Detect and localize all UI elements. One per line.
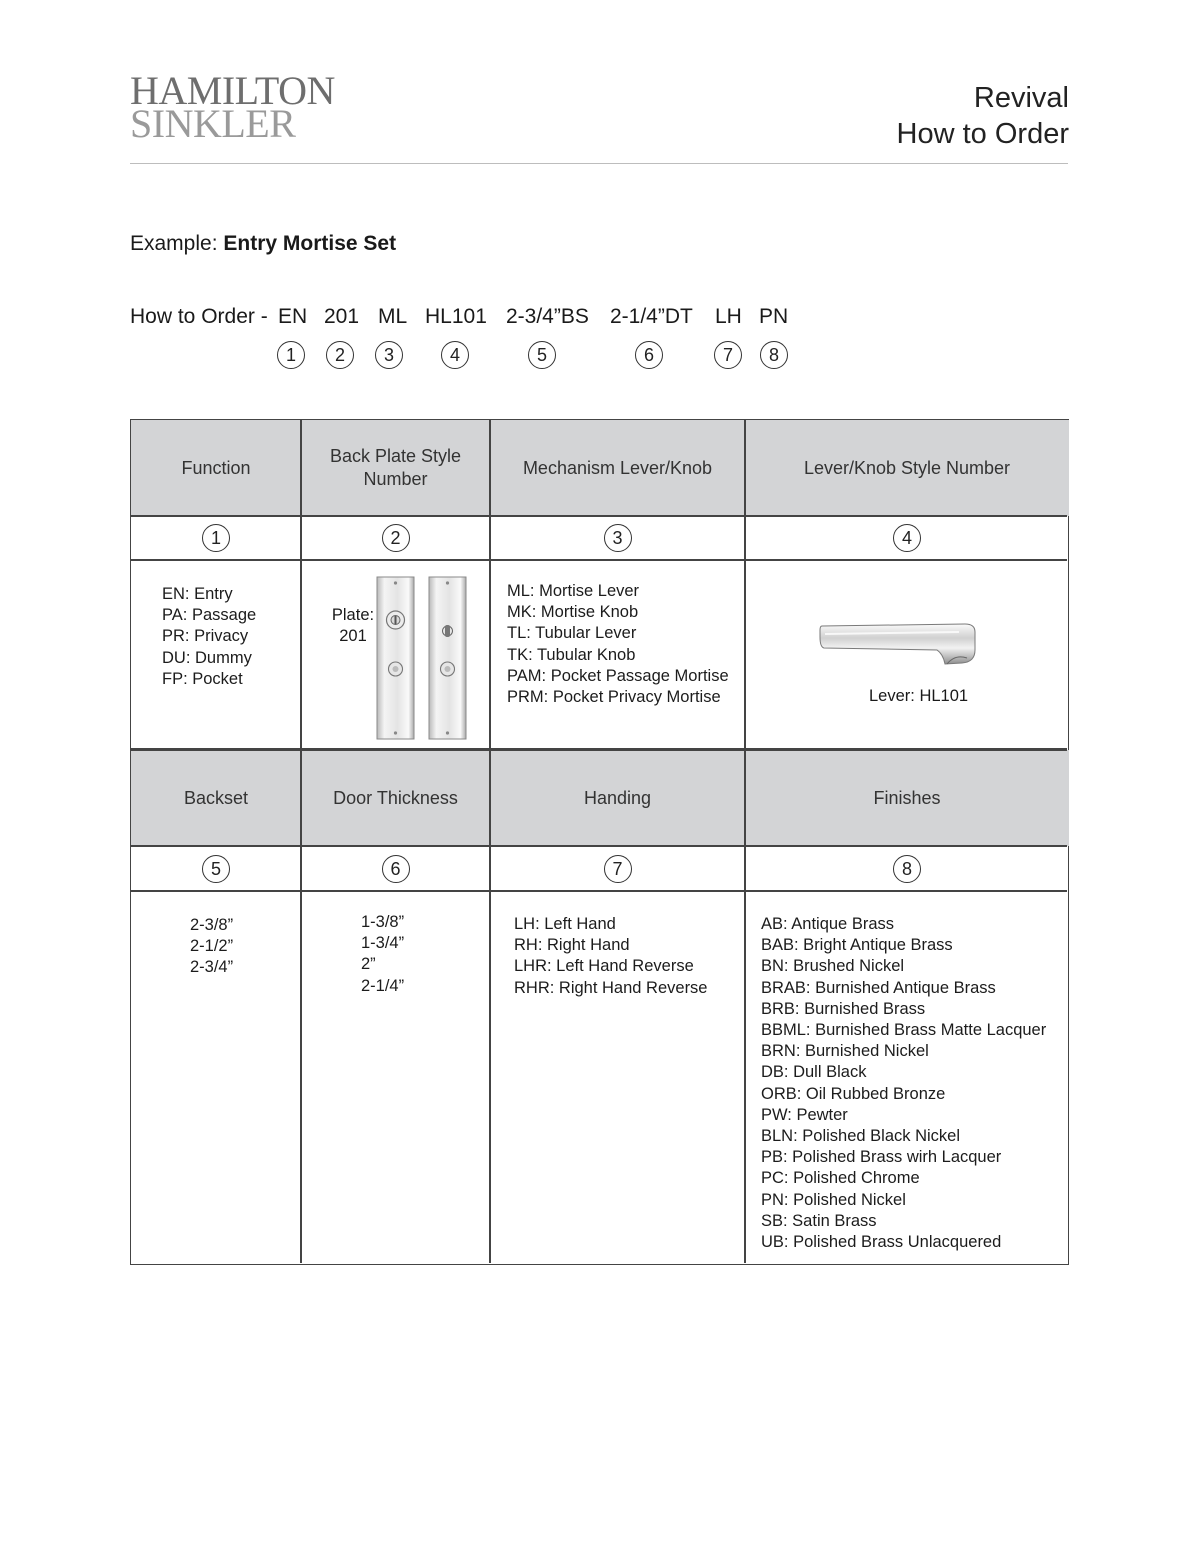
number-cell [490, 516, 745, 560]
number-cell [131, 516, 301, 560]
list-item: BRAB: Burnished Antique Brass [761, 978, 996, 997]
list-item: PB: Polished Brass wirh Lacquer [761, 1148, 1002, 1167]
list-item: RHR: Right Hand Reverse [514, 978, 708, 997]
list-item: PW: Pewter [761, 1105, 848, 1124]
table-divider [131, 748, 1067, 751]
list-item: ML: Mortise Lever [507, 582, 640, 600]
order-number-circle: 6 [635, 341, 663, 369]
number-cell [745, 516, 1069, 560]
list-item: BRN: Burnished Nickel [761, 1042, 929, 1061]
header-mechanism: Mechanism Lever/Knob [490, 420, 745, 516]
table-divider [300, 420, 302, 1263]
number-cell [301, 516, 490, 560]
list-item: MK: Mortise Knob [507, 603, 639, 622]
finishes-list [761, 914, 1046, 1253]
lever-label: Lever: HL101 [869, 687, 969, 705]
document-title [897, 80, 1069, 152]
list-item: LH: Left Hand [514, 915, 616, 933]
header-back-plate: Back Plate Style Number [301, 420, 490, 516]
example-line [130, 232, 396, 256]
collection-name: Revival [973, 82, 1069, 114]
order-number-circle: 2 [326, 341, 354, 369]
header-finishes: Finishes [745, 750, 1069, 846]
list-item: PA: Passage [162, 606, 257, 625]
back-plate-image [375, 575, 471, 741]
list-item: PRM: Pocket Privacy Mortise [507, 688, 721, 707]
order-number-circle: 8 [760, 341, 788, 369]
list-item: BRB: Burnished Brass [761, 999, 926, 1018]
list-item: BBML: Burnished Brass Matte Lacquer [761, 1021, 1047, 1040]
list-item: SB: Satin Brass [761, 1211, 877, 1230]
door-thickness-list [361, 912, 404, 997]
list-item: RH: Right Hand [514, 936, 630, 955]
list-item: 2-1/2” [190, 937, 234, 956]
table-divider [744, 420, 746, 1263]
list-item: 2-1/4” [361, 976, 405, 995]
header-lever-style: Lever/Knob Style Number [745, 420, 1069, 516]
order-code: 2-1/4”DT [610, 305, 693, 328]
table-divider [131, 890, 1067, 892]
header-door-thickness: Door Thickness [301, 750, 490, 846]
order-number-circle: 5 [528, 341, 556, 369]
list-item: BN: Brushed Nickel [761, 957, 905, 976]
table-divider [131, 515, 1067, 517]
list-item: DB: Dull Black [761, 1063, 867, 1082]
number-circle: 3 [604, 524, 632, 552]
number-circle: 2 [382, 524, 410, 552]
order-code: HL101 [425, 305, 487, 328]
header-function: Function [131, 420, 301, 516]
list-item: 1-3/8” [361, 913, 405, 931]
number-cell [131, 846, 301, 891]
handing-list [514, 914, 708, 999]
number-circle: 4 [893, 524, 921, 552]
order-number-circle: 3 [375, 341, 403, 369]
order-number-circle: 4 [441, 341, 469, 369]
list-item: PN: Polished Nickel [761, 1190, 906, 1209]
function-list [162, 584, 256, 690]
plate-label-title: Plate: [331, 606, 375, 624]
list-item: 2-3/8” [190, 916, 234, 934]
order-code: ML [378, 305, 408, 328]
order-code: 2-3/4”BS [506, 305, 589, 328]
list-item: EN: Entry [162, 585, 233, 603]
brand-line-1: HAMILTON [130, 68, 335, 113]
number-circle: 6 [382, 855, 410, 883]
list-item: BLN: Polished Black Nickel [761, 1127, 960, 1146]
order-code: 201 [324, 305, 360, 328]
table-divider [489, 420, 491, 1263]
list-item: TL: Tubular Lever [507, 624, 637, 643]
header-divider [130, 163, 1068, 164]
order-code: EN [278, 305, 308, 328]
backset-list [190, 915, 233, 979]
list-item: 2” [361, 955, 376, 974]
list-item: TK: Tubular Knob [507, 645, 636, 664]
list-item: AB: Antique Brass [761, 915, 894, 933]
mechanism-list [507, 581, 729, 708]
number-cell [301, 846, 490, 891]
list-item: PC: Polished Chrome [761, 1169, 920, 1188]
table-divider [131, 845, 1067, 847]
number-circle: 1 [202, 524, 230, 552]
example-name: Entry Mortise Set [223, 232, 397, 255]
plate-label-number: 201 [339, 627, 367, 645]
lever-image [819, 620, 979, 668]
order-number-circle: 1 [277, 341, 305, 369]
example-prefix: Example: [130, 232, 224, 255]
number-circle: 7 [604, 855, 632, 883]
header-handing: Handing [490, 750, 745, 846]
number-circle: 8 [893, 855, 921, 883]
plate-label [323, 605, 383, 647]
list-item: UB: Polished Brass Unlacquered [761, 1233, 1002, 1252]
header-backset: Backset [131, 750, 301, 846]
list-item: BAB: Bright Antique Brass [761, 936, 953, 955]
number-cell [490, 846, 745, 891]
order-code: LH [715, 305, 742, 328]
list-item: PR: Privacy [162, 627, 249, 646]
list-item: PAM: Pocket Passage Mortise [507, 666, 729, 685]
order-line-prefix: How to Order - [130, 305, 268, 328]
order-number-circle: 7 [714, 341, 742, 369]
brand-line-2: SINKLER [130, 101, 296, 146]
document-subtitle: How to Order [896, 118, 1069, 150]
list-item: DU: Dummy [162, 648, 252, 667]
list-item: FP: Pocket [162, 669, 243, 688]
number-circle: 5 [202, 855, 230, 883]
list-item: LHR: Left Hand Reverse [514, 957, 694, 976]
order-code: PN [759, 305, 789, 328]
brand-logo [130, 68, 335, 146]
list-item: 1-3/4” [361, 934, 405, 953]
list-item: 2-3/4” [190, 958, 234, 977]
order-table [130, 419, 1069, 1265]
table-divider [131, 559, 1067, 561]
number-cell [745, 846, 1069, 891]
list-item: ORB: Oil Rubbed Bronze [761, 1084, 946, 1103]
